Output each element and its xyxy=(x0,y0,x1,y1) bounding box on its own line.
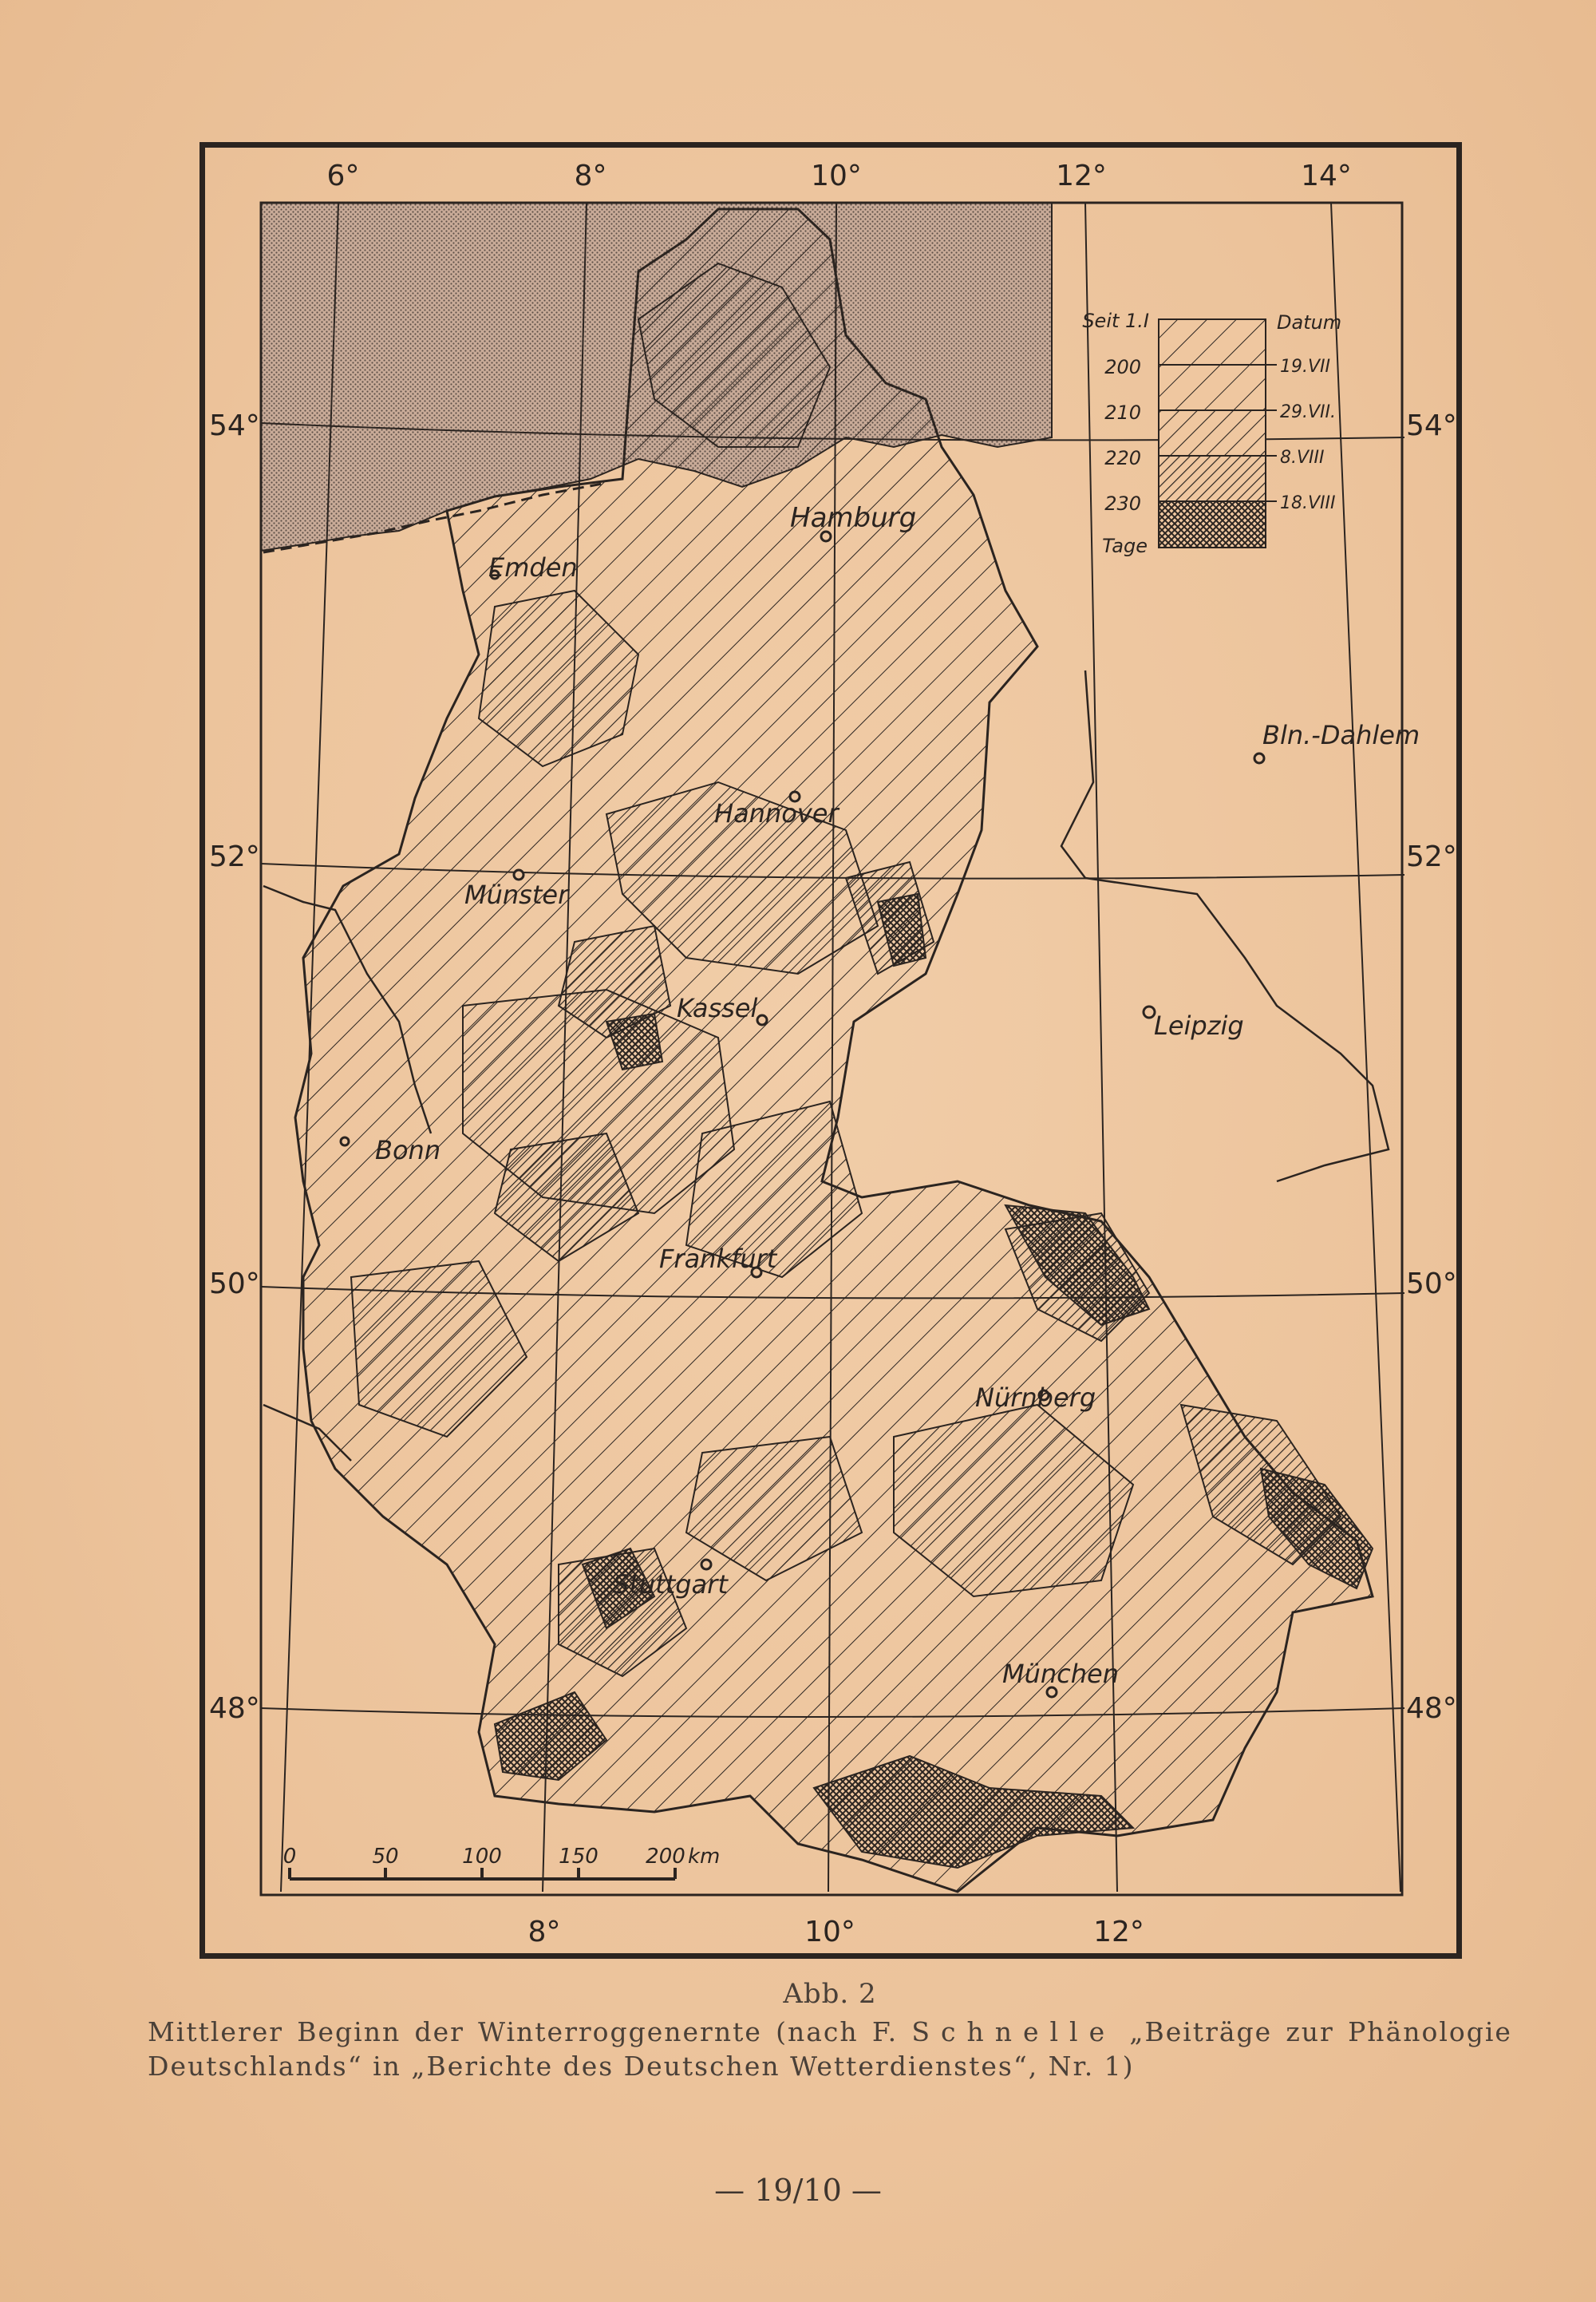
legend-right-header: Datum xyxy=(1277,311,1342,334)
city-label-leipzig: Leipzig xyxy=(1154,1011,1244,1041)
city-label-bonn: Bonn xyxy=(375,1135,441,1165)
caption-word: „Beiträge xyxy=(1129,2016,1273,2047)
caption-word: (nach xyxy=(776,2016,859,2047)
figure-caption xyxy=(148,1978,1512,2082)
longitude-label: 8° xyxy=(574,160,607,192)
latitude-label: 52° xyxy=(209,841,260,873)
legend-left-footer: Tage xyxy=(1102,535,1148,557)
longitude-label: 14° xyxy=(1301,160,1352,192)
latitude-label: 50° xyxy=(209,1268,260,1300)
city-label-muenster: Münster xyxy=(464,880,569,910)
caption-author: Schnelle xyxy=(911,2016,1116,2047)
caption-word: Phänologie xyxy=(1348,2016,1512,2047)
legend-right-value: 8.VIII xyxy=(1280,448,1325,468)
legend-left-value: 220 xyxy=(1104,447,1141,469)
latitude-label: 54° xyxy=(209,409,260,442)
longitude-label: 6° xyxy=(326,160,360,192)
longitude-label: 8° xyxy=(527,1916,561,1948)
caption-word: Mittlerer xyxy=(148,2016,284,2047)
legend-right-value: 18.VIII xyxy=(1280,493,1336,513)
longitude-label: 12° xyxy=(1093,1916,1144,1948)
caption-word: Winterroggenernte xyxy=(478,2016,762,2047)
longitude-label: 10° xyxy=(804,1916,855,1948)
city-label-kassel: Kassel xyxy=(677,993,758,1023)
city-label-muenchen: München xyxy=(1002,1659,1120,1689)
map-frame xyxy=(200,142,1462,1959)
latitude-label: 48° xyxy=(209,1692,260,1725)
legend-left-value: 200 xyxy=(1104,356,1141,378)
city-label-nuernberg: Nürnberg xyxy=(975,1382,1096,1413)
caption-line-2: Deutschlands“ in „Berichte des Deutschen Wetterdienstes“, Nr. 1) xyxy=(148,2051,1135,2082)
legend-right-value: 29.VII. xyxy=(1280,402,1337,422)
scale-tick-label: 200 xyxy=(646,1845,685,1869)
caption-word: der xyxy=(414,2016,464,2047)
city-label-hannover: Hannover xyxy=(714,798,839,829)
figure-number: Abb. 2 xyxy=(783,1978,877,2010)
caption-word: zur xyxy=(1286,2016,1334,2047)
city-label-bln-dahlem: Bln.-Dahlem xyxy=(1262,720,1420,750)
longitude-label: 12° xyxy=(1056,160,1107,192)
scale-tick-label: 0 xyxy=(282,1845,297,1869)
latitude-label: 50° xyxy=(1406,1268,1457,1300)
scale-tick-label: 100 xyxy=(462,1845,502,1869)
caption-word: F. xyxy=(871,2016,899,2047)
scale-tick-label: 50 xyxy=(372,1845,399,1869)
city-label-stuttgart: Stuttgart xyxy=(613,1569,728,1600)
caption-line-1 xyxy=(148,2016,1512,2047)
page-number: — 19/10 — xyxy=(714,2173,882,2208)
legend-left-value: 230 xyxy=(1104,492,1141,515)
legend-left-value: 210 xyxy=(1104,401,1141,424)
legend-left-header: Seit 1.I xyxy=(1082,310,1149,332)
latitude-label: 52° xyxy=(1406,841,1457,873)
legend-right-value: 19.VII xyxy=(1280,357,1331,377)
caption-word: Beginn xyxy=(297,2016,401,2047)
scale-unit-label: km xyxy=(688,1845,721,1869)
latitude-label: 48° xyxy=(1406,1692,1457,1725)
city-label-hamburg: Hamburg xyxy=(790,502,917,534)
city-label-emden: Emden xyxy=(488,552,578,583)
longitude-label: 10° xyxy=(811,160,862,192)
scale-tick-label: 150 xyxy=(559,1845,598,1869)
latitude-label: 54° xyxy=(1406,409,1457,442)
city-label-frankfurt: Frankfurt xyxy=(659,1244,777,1274)
